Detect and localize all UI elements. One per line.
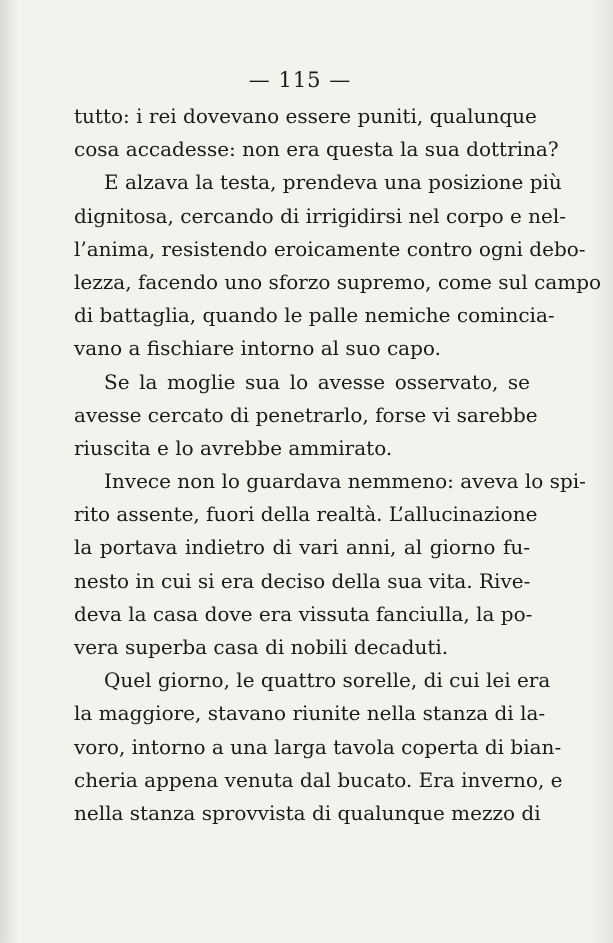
text-line: di battaglia, quando le palle nemiche comincia- [74,303,555,328]
paragraph [74,366,538,466]
paragraph [74,166,602,365]
text-line: nesto in cui si era deciso della sua vita. Rive- [74,568,531,593]
paragraph [74,465,586,664]
text-line: nella stanza sprovvista di qualunque mezzo di [74,800,541,825]
text-line: cosa accadesse: non era questa la sua dottrina? [74,137,559,162]
text-line: la portava indietro di vari anni, al giorno fu- [74,535,530,560]
body-text [74,100,602,830]
text-line: Se la moglie sua lo avesse osservato, se [104,369,530,394]
text-line: lezza, facendo uno sforzo supremo, come sul campo [74,269,602,294]
text-line: avesse cercato di penetrarlo, forse vi sarebbe [74,402,538,427]
paragraph [74,664,563,830]
text-line: l’anima, resistendo eroicamente contro ogni debo- [74,236,586,261]
text-line: riuscita e lo avrebbe ammirato. [74,435,393,460]
text-line: vano a fischiare intorno al suo capo. [74,336,441,361]
text-line: voro, intorno a una larga tavola coperta di bian- [74,734,562,759]
text-line: Quel giorno, le quattro sorelle, di cui lei era [104,668,551,693]
text-line: vera superba casa di nobili decaduti. [74,635,449,659]
page-number: — 115 — [248,68,352,92]
paragraph [74,100,559,166]
text-line: rito assente, fuori della realtà. L’allucinazione [74,502,538,527]
text-line: cheria appena venuta dal bucato. Era inverno, e [74,767,563,792]
text-line: E alzava la testa, prendeva una posizione più [104,170,562,195]
text-line: Invece non lo guardava nemmeno: aveva lo spi- [104,469,586,494]
text-line: la maggiore, stavano riunite nella stanza di la- [74,701,546,726]
text-line: tutto: i rei dovevano essere puniti, qualunque [74,104,537,128]
text-line: dignitosa, cercando di irrigidirsi nel corpo e nel- [74,203,567,228]
text-line: deva la casa dove era vissuta fanciulla, la po- [74,601,533,626]
